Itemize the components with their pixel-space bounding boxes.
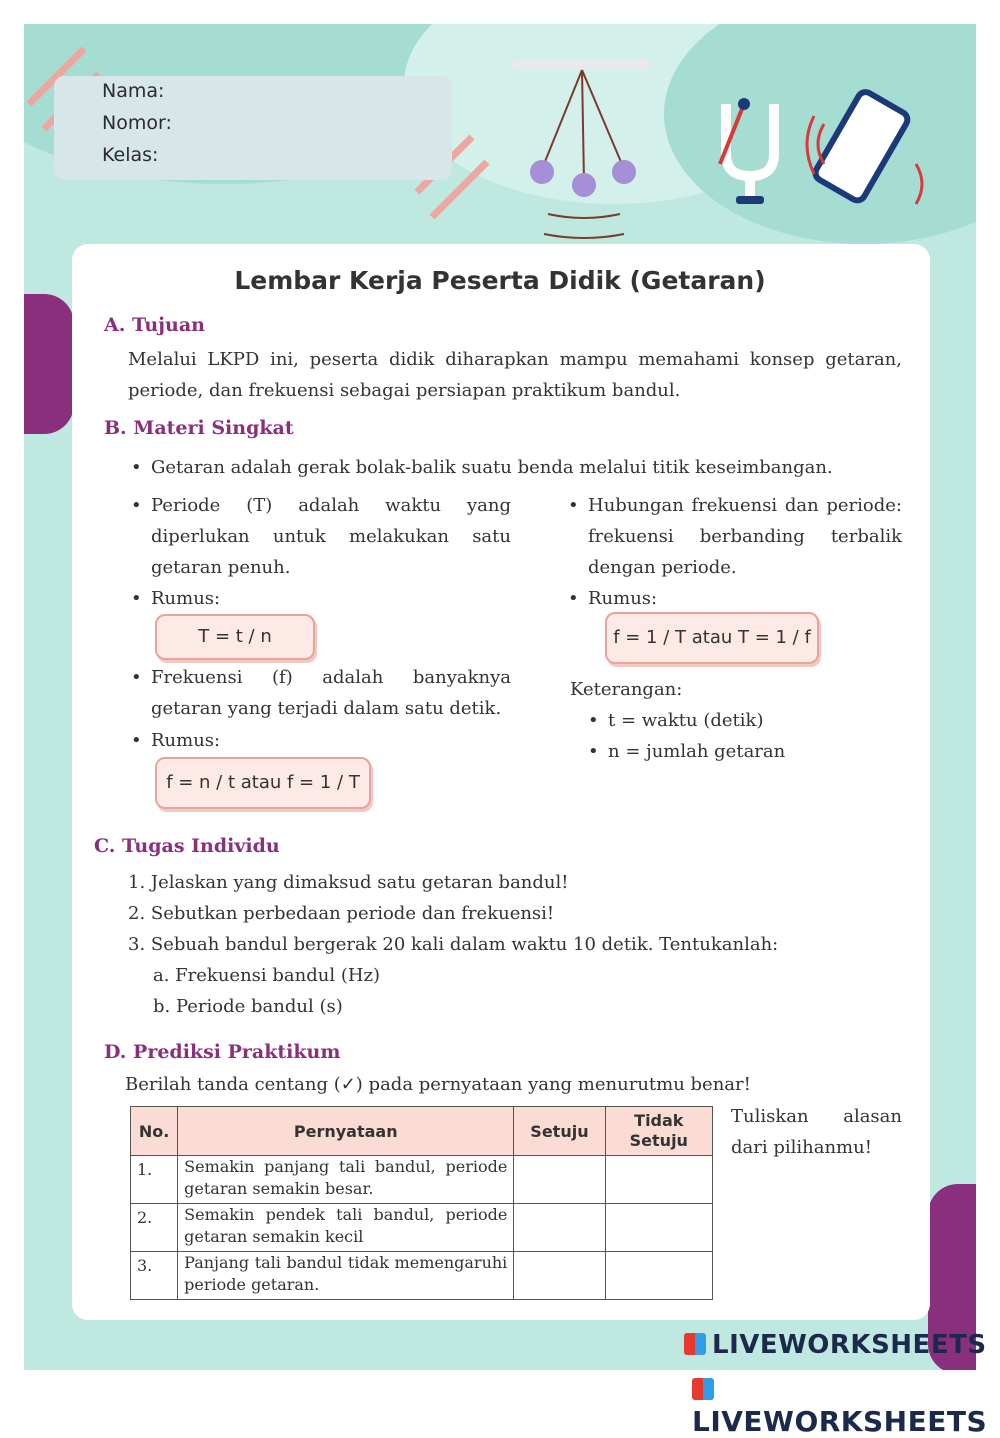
- row-no: 1.: [131, 1156, 178, 1204]
- row-statement: Semakin pendek tali bandul, periode getaran semakin kecil: [178, 1204, 514, 1252]
- setuju-cell[interactable]: [514, 1204, 605, 1252]
- bullet-frekuensi: • Frekuensi (f) adalah banyaknya getaran yang terjadi dalam satu detik.: [151, 662, 511, 724]
- decor-strip: [24, 294, 74, 434]
- keterangan-t: • t = waktu (detik): [608, 705, 763, 736]
- tidak-setuju-cell[interactable]: [605, 1252, 712, 1300]
- formula-periode: T = t / n: [155, 614, 315, 660]
- row-no: 3.: [131, 1252, 178, 1300]
- prediksi-instruction: Berilah tanda centang (✓) pada pernyataan yang menurutmu benar!: [125, 1074, 751, 1095]
- setuju-cell[interactable]: [514, 1252, 605, 1300]
- tugas-q3: 3. Sebuah bandul bergerak 20 kali dalam waktu 10 detik. Tentukanlah:: [128, 934, 779, 955]
- watermark-1: [684, 1330, 987, 1360]
- keterangan-label: Keterangan:: [570, 679, 683, 700]
- kelas-label: Kelas:: [102, 144, 159, 166]
- row-statement: Panjang tali bandul tidak memengaruhi periode getaran.: [178, 1252, 514, 1300]
- col-pernyataan: Pernyataan: [178, 1107, 514, 1156]
- page-title: Lembar Kerja Peserta Didik (Getaran): [234, 266, 766, 295]
- prediksi-side-note: Tuliskan alasan dari pilihanmu!: [731, 1106, 902, 1158]
- bullet-getaran: • Getaran adalah gerak bolak-balik suatu benda melalui titik keseimbangan.: [151, 452, 911, 483]
- phone-illustration: [804, 84, 954, 214]
- liveworksheets-logo-icon: [692, 1378, 714, 1400]
- col-tidak-setuju: Tidak Setuju: [605, 1107, 712, 1156]
- tidak-setuju-cell[interactable]: [605, 1156, 712, 1204]
- table-row: [131, 1156, 713, 1204]
- nama-label: Nama:: [102, 80, 165, 102]
- tugas-q3a: a. Frekuensi bandul (Hz): [153, 965, 381, 986]
- section-tujuan-heading: A. Tujuan: [104, 314, 205, 336]
- identity-box: [54, 76, 452, 180]
- bullet-rumus-periode: • Rumus:: [151, 583, 220, 614]
- bullet-rumus-frekuensi: • Rumus:: [151, 725, 220, 756]
- watermark-text: LIVEWORKSHEETS: [712, 1330, 987, 1360]
- prediction-table: [130, 1106, 713, 1300]
- formula-hubungan: f = 1 / T atau T = 1 / f: [605, 612, 819, 664]
- watermark-text: LIVEWORKSHEETS: [692, 1405, 988, 1438]
- col-no: No.: [131, 1107, 178, 1156]
- section-materi-heading: B. Materi Singkat: [104, 417, 294, 439]
- tujuan-text: Melalui LKPD ini, peserta didik diharapkan mampu memahami konsep getaran, periode, dan frekuensi sebagai persiapan praktikum bandul.: [128, 349, 902, 401]
- tidak-setuju-cell[interactable]: [605, 1204, 712, 1252]
- bullet-rumus-hubungan: • Rumus:: [588, 583, 657, 614]
- bullet-hubungan: • Hubungan frekuensi dan periode: frekuensi berbanding terbalik dengan periode.: [588, 490, 902, 583]
- tugas-q1: 1. Jelaskan yang dimaksud satu getaran bandul!: [128, 872, 569, 893]
- table-row: [131, 1252, 713, 1300]
- tuning-fork-illustration: [704, 84, 794, 214]
- section-tugas-heading: C. Tugas Individu: [94, 835, 280, 857]
- setuju-cell[interactable]: [514, 1156, 605, 1204]
- bullet-periode: • Periode (T) adalah waktu yang diperlukan untuk melakukan satu getaran penuh.: [151, 490, 511, 583]
- table-header-row: [131, 1107, 713, 1156]
- table-row: [131, 1204, 713, 1252]
- watermark-2: [692, 1372, 1000, 1438]
- col-setuju: Setuju: [514, 1107, 605, 1156]
- section-prediksi-heading: D. Prediksi Praktikum: [104, 1041, 341, 1063]
- tugas-q2: 2. Sebutkan perbedaan periode dan frekuensi!: [128, 903, 555, 924]
- nomor-label: Nomor:: [102, 112, 172, 134]
- formula-frekuensi: f = n / t atau f = 1 / T: [155, 757, 371, 809]
- keterangan-n: • n = jumlah getaran: [608, 736, 785, 767]
- tugas-q3b: b. Periode bandul (s): [153, 996, 343, 1017]
- row-no: 2.: [131, 1204, 178, 1252]
- pendulum-illustration: [504, 54, 664, 244]
- row-statement: Semakin panjang tali bandul, periode getaran semakin besar.: [178, 1156, 514, 1204]
- liveworksheets-logo-icon: [684, 1333, 706, 1355]
